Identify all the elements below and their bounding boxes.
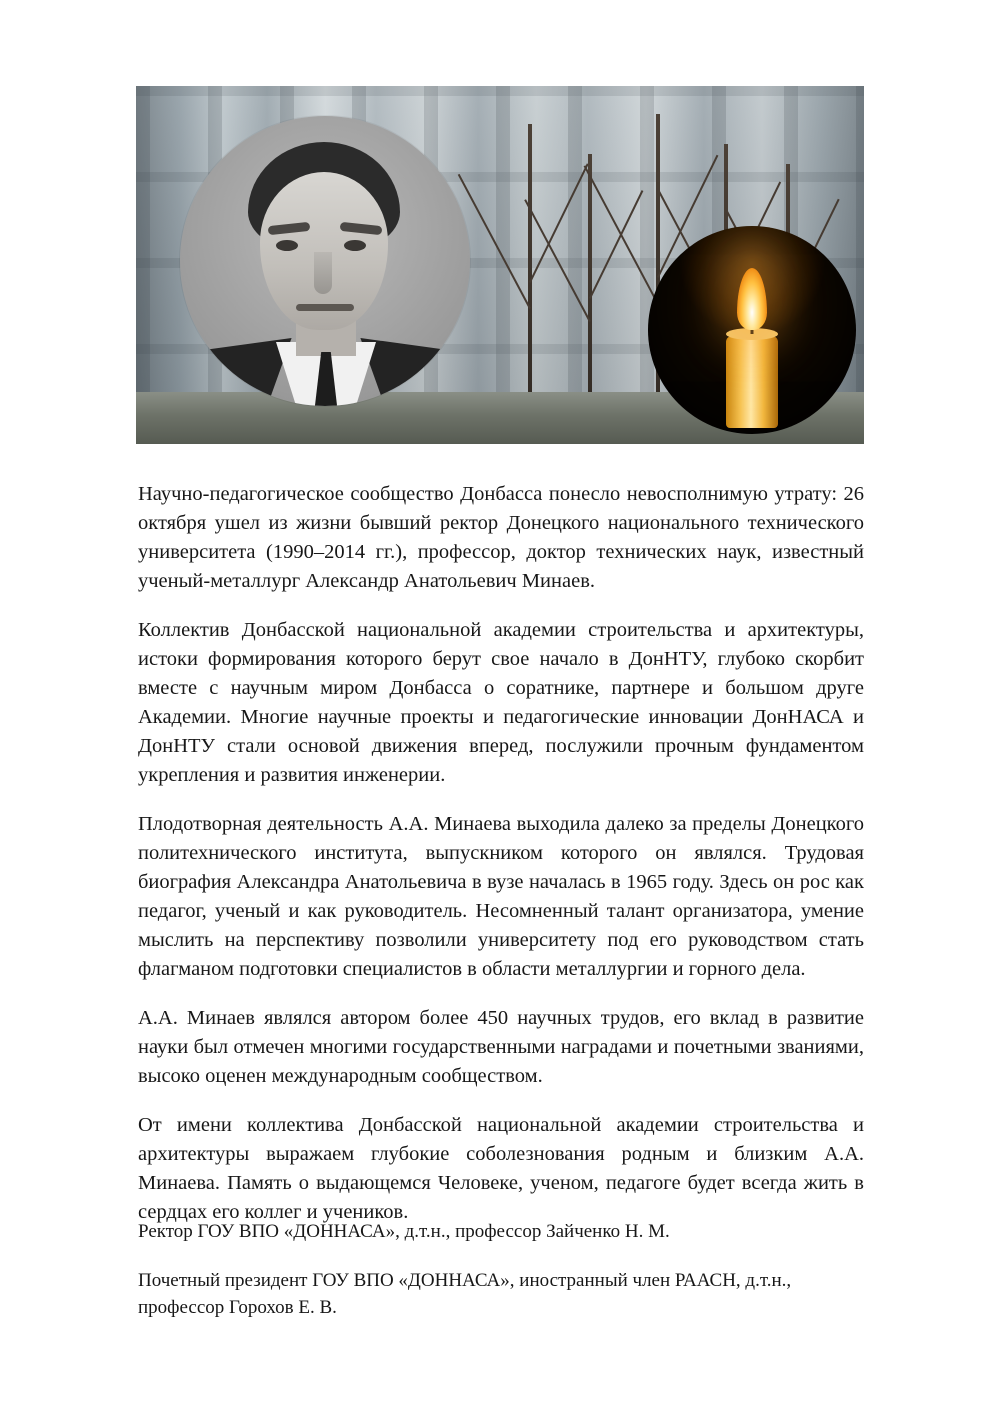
- portrait-eye-left: [276, 240, 298, 251]
- candle-body: [726, 336, 778, 428]
- portrait-photo: [180, 116, 470, 406]
- header-image: [136, 86, 864, 444]
- paragraph-3: Плодотворная деятельность А.А. Минаева выходила далеко за пределы Донецкого политехнического института, выпускником которого он являлся. Трудовая биография Александра Анатольевича в вузе началась в 1965 году. Здесь он рос как педагог, ученый и как руководитель. Несомненный талант организатора, умение мыслить на перспективу позволили университету под его руководством стать флагманом подготовки специалистов в области металлургии и горного дела.: [138, 813, 864, 980]
- signature-rector: Ректор ГОУ ВПО «ДОННАСА», д.т.н., профессор Зайченко Н. М.: [138, 1221, 670, 1242]
- portrait-eye-right: [344, 240, 366, 251]
- signature-block: [138, 1218, 864, 1343]
- paragraph-4: А.А. Минаев являлся автором более 450 научных трудов, его вклад в развитие науки был отмечен многими государственными наградами и почетными званиями, высоко оценен международным сообществом.: [138, 1007, 864, 1087]
- paragraph-1: Научно-педагогическое сообщество Донбасса понесло невосполнимую утрату: 26 октября ушел из жизни бывший ректор Донецкого национального технического университета (1990–2014 гг.), профессор, доктор технических наук, известный ученый-металлург Александр Анатольевич Минаев.: [138, 483, 864, 592]
- portrait-nose: [314, 252, 332, 294]
- signature-honorary-president: Почетный президент ГОУ ВПО «ДОННАСА», иностранный член РААСН, д.т.н., профессор Горохов Е. В.: [138, 1270, 792, 1318]
- portrait-mouth: [296, 304, 354, 311]
- paragraph-2: Коллектив Донбасской национальной академии строительства и архитектуры, истоки формирования которого берут свое начало в ДонНТУ, глубоко скорбит вместе с научным миром Донбасса о соратнике, партнере и большом друге Академии. Многие научные проекты и педагогические инновации ДонНАСА и ДонНТУ стали основой движения вперед, послужили прочным фундаментом укрепления и развития инженерии.: [138, 619, 864, 786]
- paragraph-5: От имени коллектива Донбасской национальной академии строительства и архитектуры выражаем глубокие соболезнования родным и близким А.А. Минаева. Память о выдающемся Человеке, ученом, педагоге будет всегда жить в сердцах его коллег и учеников.: [138, 1114, 864, 1223]
- candle-icon: [648, 226, 856, 434]
- obituary-body: [138, 480, 864, 1247]
